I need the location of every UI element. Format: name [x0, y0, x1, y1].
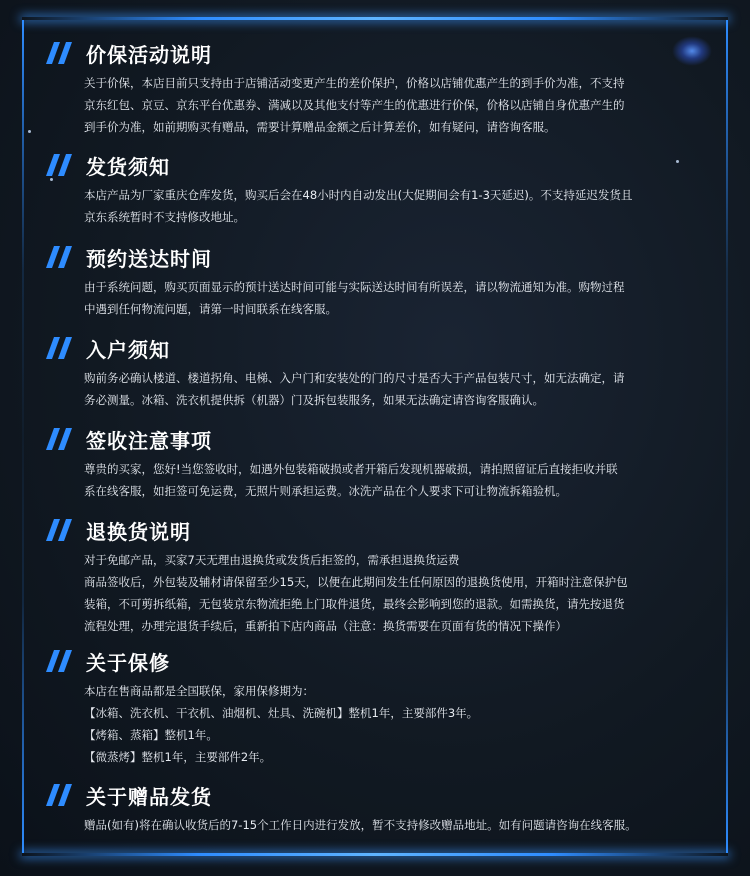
body-line: 【烤箱、蒸箱】整机1年。	[84, 728, 218, 742]
body-line: 【冰箱、洗衣机、干衣机、油烟机、灶具、洗碗机】整机1年，主要部件3年。	[84, 706, 479, 720]
double-slash-icon	[46, 246, 76, 268]
section-title: 签收注意事项	[86, 428, 212, 453]
section-title: 退换货说明	[86, 519, 191, 544]
section-title: 发货须知	[86, 154, 170, 179]
star-decoration	[28, 130, 31, 133]
body-line: 本店产品为厂家重庆仓库发货，购买后会在48小时内自动发出(大促期间会有1-3天延迟)。不支持延迟发货且	[84, 188, 633, 202]
section-header	[46, 780, 706, 810]
double-slash-icon	[46, 154, 76, 176]
body-line: 商品签收后，外包装及辅材请保留至少15天，以便在此期间发生任何原因的退换货使用，开箱时注意保护包	[84, 575, 628, 589]
double-slash-icon	[46, 784, 76, 806]
section-header	[46, 150, 706, 180]
section-body	[84, 458, 706, 502]
section-header	[46, 38, 706, 68]
section-header	[46, 515, 706, 545]
section-body	[84, 184, 706, 228]
double-slash-icon	[46, 428, 76, 450]
section-title: 预约送达时间	[86, 246, 212, 271]
top-glow-border	[22, 17, 728, 20]
body-line: 务必测量。冰箱、洗衣机提供拆（机器）门及拆包装服务，如果无法确定请咨询客服确认。	[84, 393, 544, 407]
body-line: 京东系统暂时不支持修改地址。	[84, 210, 245, 224]
body-line: 关于价保，本店目前只支持由于店铺活动变更产生的差价保护，价格以店铺优惠产生的到手价为准，不支持	[84, 76, 625, 90]
body-line: 对于免邮产品，买家7天无理由退换货或发货后拒签的，需承担退换货运费	[84, 553, 460, 567]
section-title: 关于赠品发货	[86, 784, 212, 809]
body-line: 尊贵的买家，您好!当您签收时，如遇外包装箱破损或者开箱后发现机器破损，请拍照留证后直接拒收并联	[84, 462, 618, 476]
left-glow-border	[22, 20, 24, 853]
section-shipping-notice	[46, 150, 706, 228]
section-body	[84, 814, 706, 836]
body-line: 京东红包、京豆、京东平台优惠券、满减以及其他支付等产生的优惠进行价保，价格以店铺自身优惠产生的	[84, 98, 625, 112]
section-delivery-time	[46, 242, 706, 320]
body-line: 本店在售商品都是全国联保，家用保修期为：	[84, 684, 314, 698]
section-header	[46, 333, 706, 363]
section-header	[46, 424, 706, 454]
section-warranty	[46, 646, 706, 768]
body-line: 中遇到任何物流问题，请第一时间联系在线客服。	[84, 302, 337, 316]
section-title: 关于保修	[86, 650, 170, 675]
section-title: 价保活动说明	[86, 42, 212, 67]
section-gift-shipping	[46, 780, 706, 836]
right-glow-border	[726, 20, 728, 853]
double-slash-icon	[46, 337, 76, 359]
section-body	[84, 367, 706, 411]
body-line: 【微蒸烤】整机1年，主要部件2年。	[84, 750, 272, 764]
double-slash-icon	[46, 42, 76, 64]
body-line: 流程处理，办理完退货手续后，重新拍下店内商品（注意：换货需要在页面有货的情况下操作）	[84, 619, 567, 633]
section-body	[84, 276, 706, 320]
section-returns	[46, 515, 706, 637]
body-line: 赠品(如有)将在确认收货后的7-15个工作日内进行发放，暂不支持修改赠品地址。如有问题请咨询在线客服。	[84, 818, 637, 832]
section-title: 入户须知	[86, 337, 170, 362]
section-entry-notice	[46, 333, 706, 411]
section-signing-notes	[46, 424, 706, 502]
body-line: 购前务必确认楼道、楼道拐角、电梯、入户门和安装处的门的尺寸是否大于产品包装尺寸，如无法确定，请	[84, 371, 625, 385]
section-price-protection	[46, 38, 706, 138]
section-body	[84, 72, 706, 138]
body-line: 到手价为准，如前期购买有赠品，需要计算赠品金额之后计算差价，如有疑问，请咨询客服。	[84, 120, 556, 134]
section-header	[46, 242, 706, 272]
section-body	[84, 549, 706, 637]
body-line: 由于系统问题，购买页面显示的预计送达时间可能与实际送达时间有所误差，请以物流通知为准。购物过程	[84, 280, 625, 294]
bottom-glow-border	[22, 853, 728, 856]
double-slash-icon	[46, 519, 76, 541]
section-header	[46, 646, 706, 676]
section-body	[84, 680, 706, 768]
double-slash-icon	[46, 650, 76, 672]
body-line: 装箱，不可剪拆纸箱，无包装京东物流拒绝上门取件退货，最终会影响到您的退款。如需换货，请先按退货	[84, 597, 625, 611]
body-line: 系在线客服，如拒签可免运费，无照片则承担运费。冰洗产品在个人要求下可让物流拆箱验机。	[84, 484, 567, 498]
